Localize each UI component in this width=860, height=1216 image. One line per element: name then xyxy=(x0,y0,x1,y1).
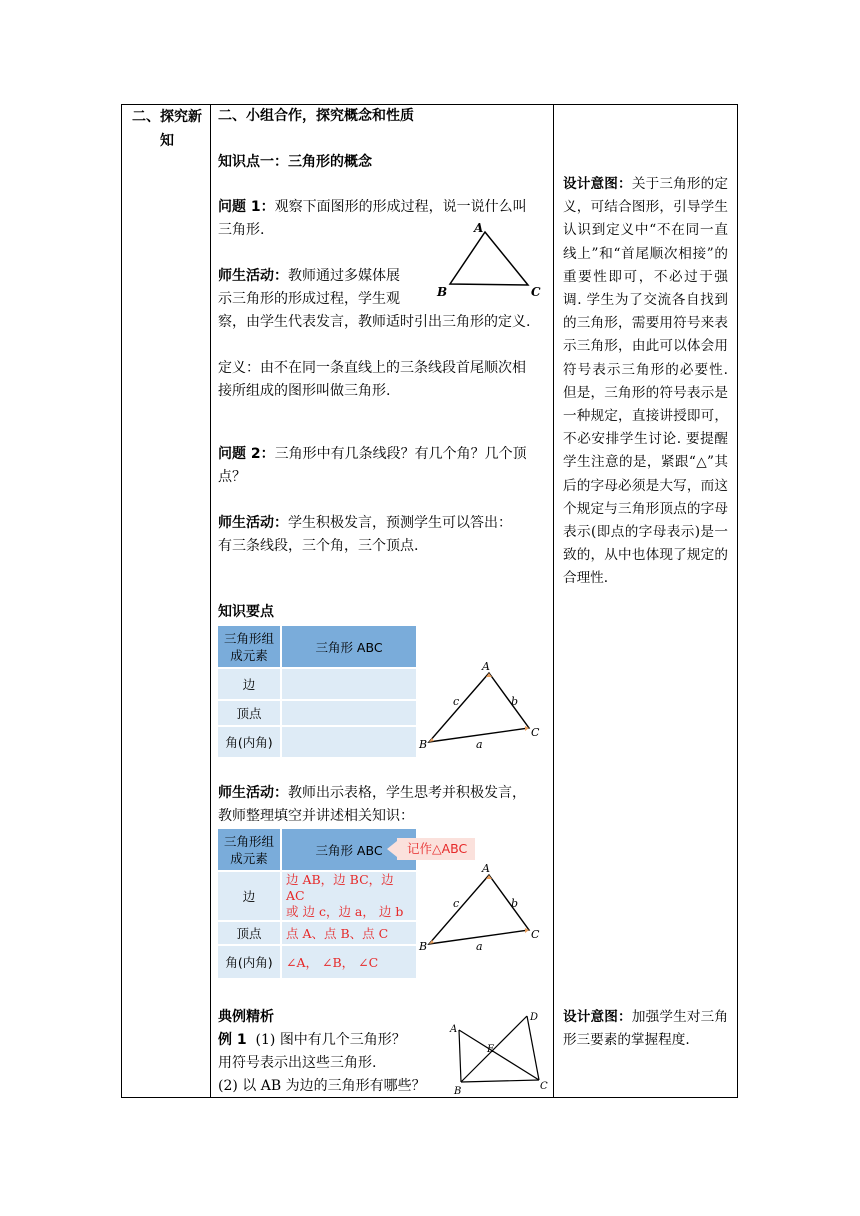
triangle-sides-figure-2 xyxy=(418,858,548,958)
side-label-a: a xyxy=(476,738,483,751)
table1-header-elements xyxy=(218,626,280,667)
point-label-e: E xyxy=(487,1044,495,1055)
triangle-sides-figure xyxy=(418,656,548,756)
table1-row-vertex: 顶点 xyxy=(218,701,280,725)
definition-line1: 定义：由不在同一条直线上的三条线段首尾顺次相 xyxy=(218,360,526,376)
section-label-line2: 知 xyxy=(160,133,174,149)
activity-1-text: 教师通过多媒体展 xyxy=(288,268,400,284)
note-1-text: 关于三角形的定义，可结合图形，引导学生认识到定义中“不在同一直线上”和“首尾顺次相接”的重要性即可，不必过于强调. 学生为了交流各自找到的三角形，需要用符号来表示三角形，由此可以体会用符号表示三角形的必要性. 但是，三角形的符号表示是一种规定，直接讲授即可，不必安排学生讨论. 要提醒学生注意的是，紧跟“△”其后的字母必须是大写，而这个规定与三角形顶点的字母表示(即点的字母表示)是一致的，从中也体现了规定的合理性. xyxy=(563,176,729,587)
activity-1-text-3: 察，由学生代表发言，教师适时引出三角形的定义. xyxy=(218,314,531,330)
table1-cell-vertex xyxy=(280,701,416,725)
activity-2-text-2: 有三条线段，三个角，三个顶点. xyxy=(218,538,419,554)
table1-cell-side xyxy=(280,669,416,699)
example-1-line3: (2) 以 AB 为边的三角形有哪些？ xyxy=(218,1078,426,1094)
table1-header-abc: 三角形 ABC xyxy=(280,626,416,667)
table2-header-line1: 三角形组 xyxy=(223,833,274,849)
point-label-d: D xyxy=(530,1012,539,1023)
vertex-label-a: A xyxy=(482,862,490,875)
section-heading: 二、小组合作，探究概念和性质 xyxy=(218,108,414,124)
point-label-b: B xyxy=(454,1086,462,1096)
table2-header-elements xyxy=(218,829,280,870)
table2-row-angle: 角(内角) xyxy=(218,946,280,978)
question-1-text-2: 三角形. xyxy=(218,222,265,238)
design-intent-note-2 xyxy=(563,1006,728,1052)
activity-3-text: 教师出示表格，学生思考并积极发言， xyxy=(288,785,526,801)
point-label-c: C xyxy=(540,1081,548,1092)
definition-line2: 接所组成的图形叫做三角形. xyxy=(218,383,391,399)
definition xyxy=(218,357,526,403)
design-intent-note-1 xyxy=(563,173,728,591)
triangle-abc-shape xyxy=(450,232,528,285)
side-label-a: a xyxy=(476,940,483,953)
example-1-line1: (1) 图中有几个三角形？ xyxy=(255,1032,406,1048)
table2-cell-side xyxy=(280,872,416,920)
triangle-abc-figure xyxy=(430,218,550,304)
table1-row-angle: 角(内角) xyxy=(218,727,280,757)
table2-cell-vertex: 点 A、点 B、点 C xyxy=(280,922,416,944)
table1-cell-angle xyxy=(280,727,416,757)
question-2-text: 三角形中有几条线段？有几个角？几个顶 xyxy=(274,446,527,462)
question-2 xyxy=(218,443,527,489)
table2-header-line2: 成元素 xyxy=(230,850,268,866)
vertex-label-b: B xyxy=(437,285,448,299)
section-label xyxy=(126,105,208,153)
side-label-b: b xyxy=(511,897,519,910)
vertex-label-c: C xyxy=(531,928,540,941)
column-divider-2 xyxy=(553,105,554,1097)
question-1-text: 观察下面图形的形成过程，说一说什么叫 xyxy=(274,199,527,215)
note-1-label: 设计意图： xyxy=(563,176,632,192)
table1-row-side: 边 xyxy=(218,669,280,699)
key-points-table-empty xyxy=(218,624,416,759)
example-figure xyxy=(440,1006,550,1096)
activity-3-label: 师生活动： xyxy=(218,785,288,801)
side-label-b: b xyxy=(511,695,519,708)
vertex-label-a: A xyxy=(474,221,484,235)
activity-2-text: 学生积极发言，预测学生可以答出： xyxy=(288,515,512,531)
example-1-label: 例 1 xyxy=(218,1032,247,1048)
activity-1-label: 师生活动： xyxy=(218,268,288,284)
knowledge-point-title: 知识点一：三角形的概念 xyxy=(218,154,372,170)
question-1-label: 问题 1： xyxy=(218,199,275,215)
vertex-label-b: B xyxy=(419,940,428,953)
teacher-student-activity-3 xyxy=(218,782,526,828)
key-points-heading: 知识要点 xyxy=(218,604,274,620)
segment-bc xyxy=(461,1080,539,1082)
vertex-label-b: B xyxy=(419,738,428,751)
example-heading: 典例精析 xyxy=(218,1009,274,1025)
note-2-label: 设计意图： xyxy=(563,1009,632,1025)
activity-3-text-2: 教师整理填空并讲述相关知识： xyxy=(218,808,414,824)
table2-side-line2: 或 边 c，边 a， 边 b xyxy=(286,904,404,919)
table2-side-line1: 边 AB，边 BC，边 AC xyxy=(286,872,394,903)
vertex-label-a: A xyxy=(482,660,490,673)
vertex-label-c: C xyxy=(531,726,540,739)
table2-header-abc: 三角形 ABC xyxy=(280,829,416,870)
table2-cell-angle: ∠A， ∠B， ∠C xyxy=(280,946,416,978)
segment-dc xyxy=(527,1016,539,1080)
notation-callout: 记作△ABC xyxy=(397,838,475,860)
vertex-label-c: C xyxy=(531,285,541,299)
table1-header-line1: 三角形组 xyxy=(223,630,274,646)
point-label-a: A xyxy=(450,1024,458,1035)
example-1-line2: 用符号表示出这些三角形. xyxy=(218,1055,377,1071)
note-2-text: 加强学生对三角形三要素的掌握程度. xyxy=(563,1009,729,1049)
side-label-c: c xyxy=(453,897,460,910)
table2-row-vertex: 顶点 xyxy=(218,922,280,944)
activity-1-text-2: 示三角形的形成过程，学生观 xyxy=(218,291,400,307)
question-2-label: 问题 2： xyxy=(218,446,275,462)
example-1 xyxy=(218,1029,426,1098)
table1-header-line2: 成元素 xyxy=(230,647,268,663)
side-label-c: c xyxy=(453,695,460,708)
section-label-line1: 二、探究新 xyxy=(132,109,202,125)
activity-2-label: 师生活动： xyxy=(218,515,288,531)
table2-row-side: 边 xyxy=(218,872,280,920)
segment-ab xyxy=(459,1030,461,1082)
question-2-text-2: 点？ xyxy=(218,469,246,485)
teacher-student-activity-2 xyxy=(218,512,512,558)
column-divider-1 xyxy=(210,105,211,1097)
